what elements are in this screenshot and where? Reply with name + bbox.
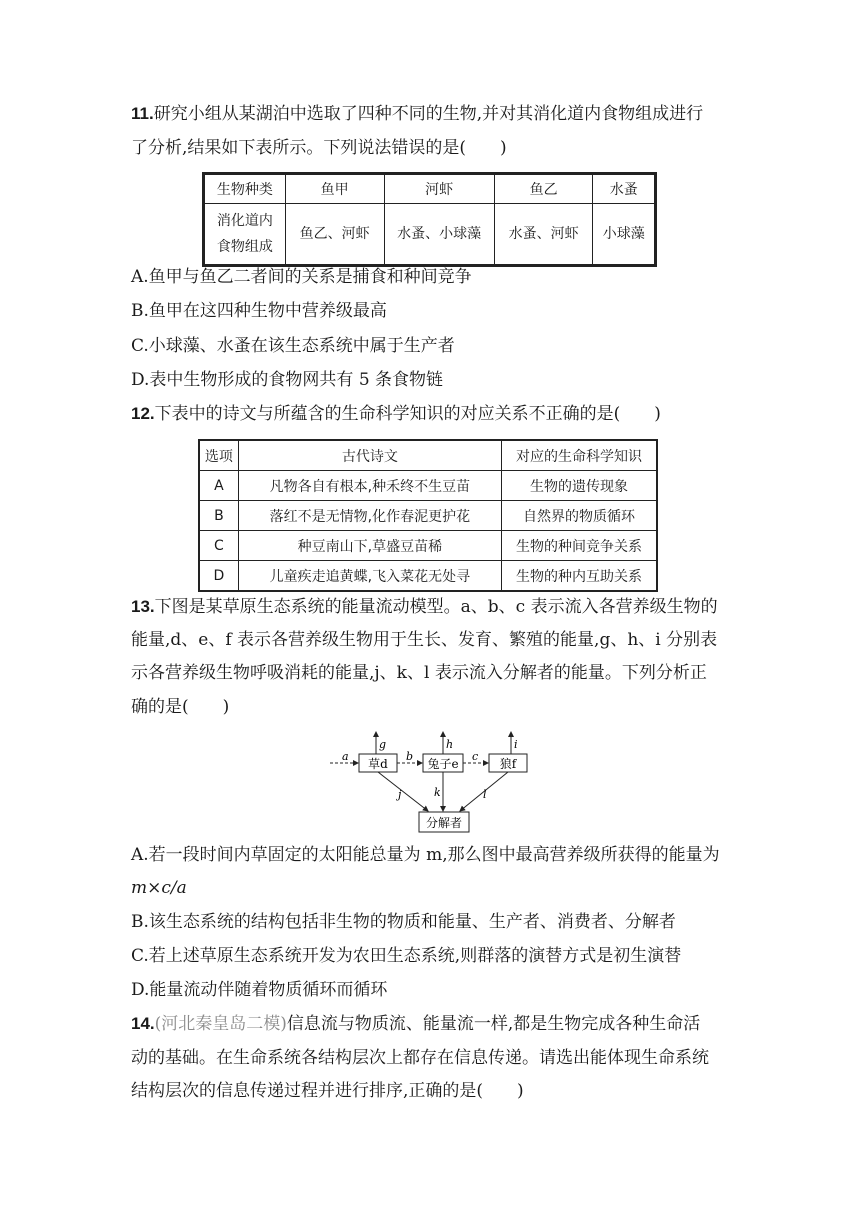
table-cell: 消化道内 食物组成 (204, 204, 286, 266)
table-cell: B (199, 501, 238, 531)
q14-line1 (131, 1014, 700, 1034)
table-cell: 自然界的物质循环 (502, 501, 657, 531)
table-cell: 鱼乙 (494, 174, 593, 204)
decomposer-label: 分解者 (425, 816, 463, 830)
table-cell: 对应的生命科学知识 (502, 440, 657, 471)
table-row (199, 471, 657, 501)
table-cell: 选项 (199, 440, 238, 471)
q13-number: 13. (131, 597, 155, 616)
table-cell: 凡物各自有根本,种禾终不生豆苗 (238, 471, 501, 501)
table-cell: 落红不是无情物,化作春泥更护花 (238, 501, 501, 531)
rabbit-label: 兔子e (427, 757, 459, 771)
wolf-label: 狼f (499, 757, 517, 771)
q11-line1 (131, 104, 703, 124)
q13-line1 (131, 597, 718, 617)
q14-line2: 动的基础。在生命系统各结构层次上都存在信息传递。请选出能体现生命系统 (131, 1048, 709, 1068)
q11-text: 研究小组从某湖泊中选取了四种不同的生物,并对其消化道内食物组成进行 (153, 104, 704, 124)
q13-line4: 确的是( ) (131, 697, 230, 717)
q14-line3: 结构层次的信息传递过程并进行排序,正确的是( ) (131, 1081, 524, 1101)
table-row (199, 531, 657, 561)
q11-option-d: D.表中生物形成的食物网共有 5 条食物链 (131, 370, 444, 390)
energy-flow-diagram (326, 728, 536, 836)
label-g: g (379, 738, 387, 751)
q12-text: 下表中的诗文与所蕴含的生命科学知识的对应关系不正确的是( ) (154, 404, 661, 424)
label-j: j (398, 788, 402, 801)
table-cell: 水蚤、小球藻 (384, 204, 494, 266)
q12-number: 12. (131, 404, 155, 423)
q13-text: 下图是某草原生态系统的能量流动模型。a、b、c 表示流入各营养级生物的 (154, 597, 718, 617)
table-row (199, 561, 657, 592)
arrow-j (378, 772, 428, 811)
q11-option-a: A.鱼甲与鱼乙二者间的关系是捕食和种间竞争 (131, 267, 472, 287)
table-cell: 生物种类 (204, 174, 286, 204)
label-k: k (434, 786, 441, 799)
q13-option-c: C.若上述草原生态系统开发为农田生态系统,则群落的演替方式是初生演替 (131, 946, 682, 966)
label-h: h (446, 738, 454, 751)
label-b: b (406, 750, 414, 763)
q12-line1 (131, 404, 661, 424)
table-cell: 水蚤、河虾 (494, 204, 593, 266)
table-cell: 古代诗文 (238, 440, 501, 471)
table-cell: 河虾 (384, 174, 494, 204)
table-cell: 鱼甲 (285, 174, 384, 204)
q11-line2: 了分析,结果如下表所示。下列说法错误的是( ) (131, 138, 507, 158)
q13-option-b: B.该生态系统的结构包括非生物的物质和能量、生产者、消费者、分解者 (131, 912, 676, 932)
label-a: a (342, 750, 349, 763)
table-row (199, 501, 657, 531)
q11-option-b: B.鱼甲在这四种生物中营养级最高 (131, 301, 387, 321)
table-cell: C (199, 531, 238, 561)
grass-label: 草d (368, 757, 388, 771)
table-cell: 生物的种内互助关系 (502, 561, 657, 592)
q14-source: (河北秦皇岛二模) (154, 1014, 287, 1034)
q11-number: 11. (131, 104, 154, 123)
table-cell: A (199, 471, 238, 501)
q11-table (202, 172, 657, 267)
label-l: l (483, 788, 487, 801)
q13-line2: 能量,d、e、f 表示各营养级生物用于生长、发育、繁殖的能量,g、h、i 分别表 (131, 630, 718, 650)
table-cell: D (199, 561, 238, 592)
table-row (204, 204, 656, 266)
q13-option-a-cont: m×c/a (131, 878, 187, 898)
q14-number: 14. (131, 1014, 155, 1033)
table-cell: 鱼乙、河虾 (285, 204, 384, 266)
q14-text: 信息流与物质流、能量流一样,都是生物完成各种生命活 (286, 1014, 701, 1034)
table-cell: 水蚤 (593, 174, 656, 204)
table-cell: 生物的遗传现象 (502, 471, 657, 501)
table-cell: 种豆南山下,草盛豆苗稀 (238, 531, 501, 561)
label-c: c (472, 750, 479, 763)
q12-table-header (199, 440, 657, 471)
q11-option-c: C.小球藻、水蚤在该生态系统中属于生产者 (131, 336, 455, 356)
table-cell: 生物的种间竞争关系 (502, 531, 657, 561)
table-cell: 小球藻 (593, 204, 656, 266)
q12-table (198, 439, 658, 592)
label-i: i (514, 738, 518, 751)
q13-option-d: D.能量流动伴随着物质循环而循环 (131, 980, 388, 1000)
q13-line3: 示各营养级生物呼吸消耗的能量,j、k、l 表示流入分解者的能量。下列分析正 (131, 663, 707, 683)
q11-table-header (204, 174, 656, 204)
q13-option-a: A.若一段时间内草固定的太阳能总量为 m,那么图中最高营养级所获得的能量为 (131, 845, 720, 865)
table-cell: 儿童疾走追黄蝶,飞入菜花无处寻 (238, 561, 501, 592)
